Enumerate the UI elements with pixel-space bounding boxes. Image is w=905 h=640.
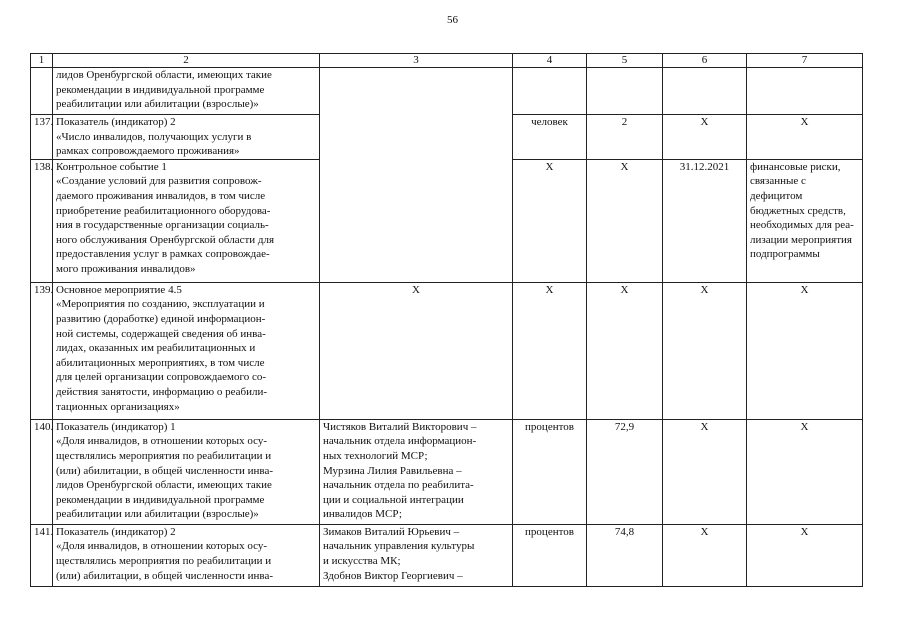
risks-cell: Х bbox=[747, 282, 863, 419]
header-cell: 3 bbox=[320, 54, 513, 68]
row-name: Показатель (индикатор) 1 «Доля инвалидов, в отношении которых осу- ществлялись мероприятия по реабилитации и (или) абилитации, в общей численности инва- лидов Оренбургской области, имеющих такие рекомендации в индивидуальной программе реабилитации или абилитации (взрослые)» bbox=[53, 419, 320, 524]
unit-cell: Х bbox=[513, 282, 587, 419]
value-cell bbox=[587, 68, 663, 115]
row-name: Показатель (индикатор) 2 «Доля инвалидов, в отношении которых осу- ществлялись мероприятия по реабилитации и (или) абилитации, в общей численности инва- bbox=[53, 524, 320, 586]
header-cell: 2 bbox=[53, 54, 320, 68]
row-name: Контрольное событие 1 «Создание условий для развития сопровож- даемого проживания инвалидов, в том числе приобретение реабилитационного оборудова- ния в государственные организации социаль- ного обслуживания Оренбургской области для предоставления услуг в рамках сопровождае- мого проживания инвалидов» bbox=[53, 159, 320, 282]
risks-cell: Х bbox=[747, 524, 863, 586]
row-number bbox=[31, 68, 53, 115]
row-number: 139. bbox=[31, 282, 53, 419]
header-cell: 5 bbox=[587, 54, 663, 68]
row-number: 137. bbox=[31, 115, 53, 160]
unit-cell: процентов bbox=[513, 419, 587, 524]
row-name: лидов Оренбургской области, имеющих такие рекомендации в индивидуальной программе реабилитации или абилитации (взрослые)» bbox=[53, 68, 320, 115]
unit-cell bbox=[513, 68, 587, 115]
unit-cell: человек bbox=[513, 115, 587, 160]
table-row bbox=[31, 159, 863, 282]
table-row bbox=[31, 524, 863, 586]
risks-cell: Х bbox=[747, 419, 863, 524]
risks-cell bbox=[747, 68, 863, 115]
table-row bbox=[31, 419, 863, 524]
row-name: Показатель (индикатор) 2 «Число инвалидов, получающих услуги в рамках сопровождаемого проживания» bbox=[53, 115, 320, 160]
row-number: 141. bbox=[31, 524, 53, 586]
date-cell: Х bbox=[663, 524, 747, 586]
risks-cell: Х bbox=[747, 115, 863, 160]
value-cell: 2 bbox=[587, 115, 663, 160]
table-row bbox=[31, 115, 863, 160]
table-row-continuation bbox=[31, 68, 863, 115]
responsible-cell bbox=[320, 115, 513, 160]
row-name: Основное мероприятие 4.5 «Мероприятия по созданию, эксплуатации и развитию (доработке) единой информацион- ной системы, содержащей сведения об инва- лидах, оказанных им реабилитационных и абилитационных мероприятиях, в том числе для целей организации сопровождаемого со- действия занятости, информацию о реабили- тационных организациях» bbox=[53, 282, 320, 419]
header-cell: 7 bbox=[747, 54, 863, 68]
header-cell: 1 bbox=[31, 54, 53, 68]
date-cell bbox=[663, 68, 747, 115]
responsible-cell: Х bbox=[320, 282, 513, 419]
date-cell: Х bbox=[663, 282, 747, 419]
value-cell: Х bbox=[587, 282, 663, 419]
page-number: 56 bbox=[447, 14, 458, 26]
header-row bbox=[31, 54, 863, 68]
date-cell: Х bbox=[663, 115, 747, 160]
risks-cell: финансовые риски, связанные с дефицитом бюджетных средств, необходимых для реа- лизации мероприятия подпрограммы bbox=[747, 159, 863, 282]
unit-cell: Х bbox=[513, 159, 587, 282]
unit-cell: процентов bbox=[513, 524, 587, 586]
row-number: 138. bbox=[31, 159, 53, 282]
value-cell: Х bbox=[587, 159, 663, 282]
row-number: 140. bbox=[31, 419, 53, 524]
responsible-cell: Зимаков Виталий Юрьевич – начальник управления культуры и искусства МК; Здобнов Виктор Георгиевич – bbox=[320, 524, 513, 586]
responsible-cell bbox=[320, 159, 513, 282]
value-cell: 72,9 bbox=[587, 419, 663, 524]
responsible-cell: Чистяков Виталий Викторович – начальник отдела информацион- ных технологий МСР; Мурзина Лилия Равильевна – начальник отдела по реабилита- ции и социальной интеграции инвалидов МСР; bbox=[320, 419, 513, 524]
header-cell: 6 bbox=[663, 54, 747, 68]
table-row bbox=[31, 282, 863, 419]
value-cell: 74,8 bbox=[587, 524, 663, 586]
date-cell: Х bbox=[663, 419, 747, 524]
responsible-cell bbox=[320, 68, 513, 115]
header-cell: 4 bbox=[513, 54, 587, 68]
document-table bbox=[30, 53, 863, 587]
date-cell: 31.12.2021 bbox=[663, 159, 747, 282]
